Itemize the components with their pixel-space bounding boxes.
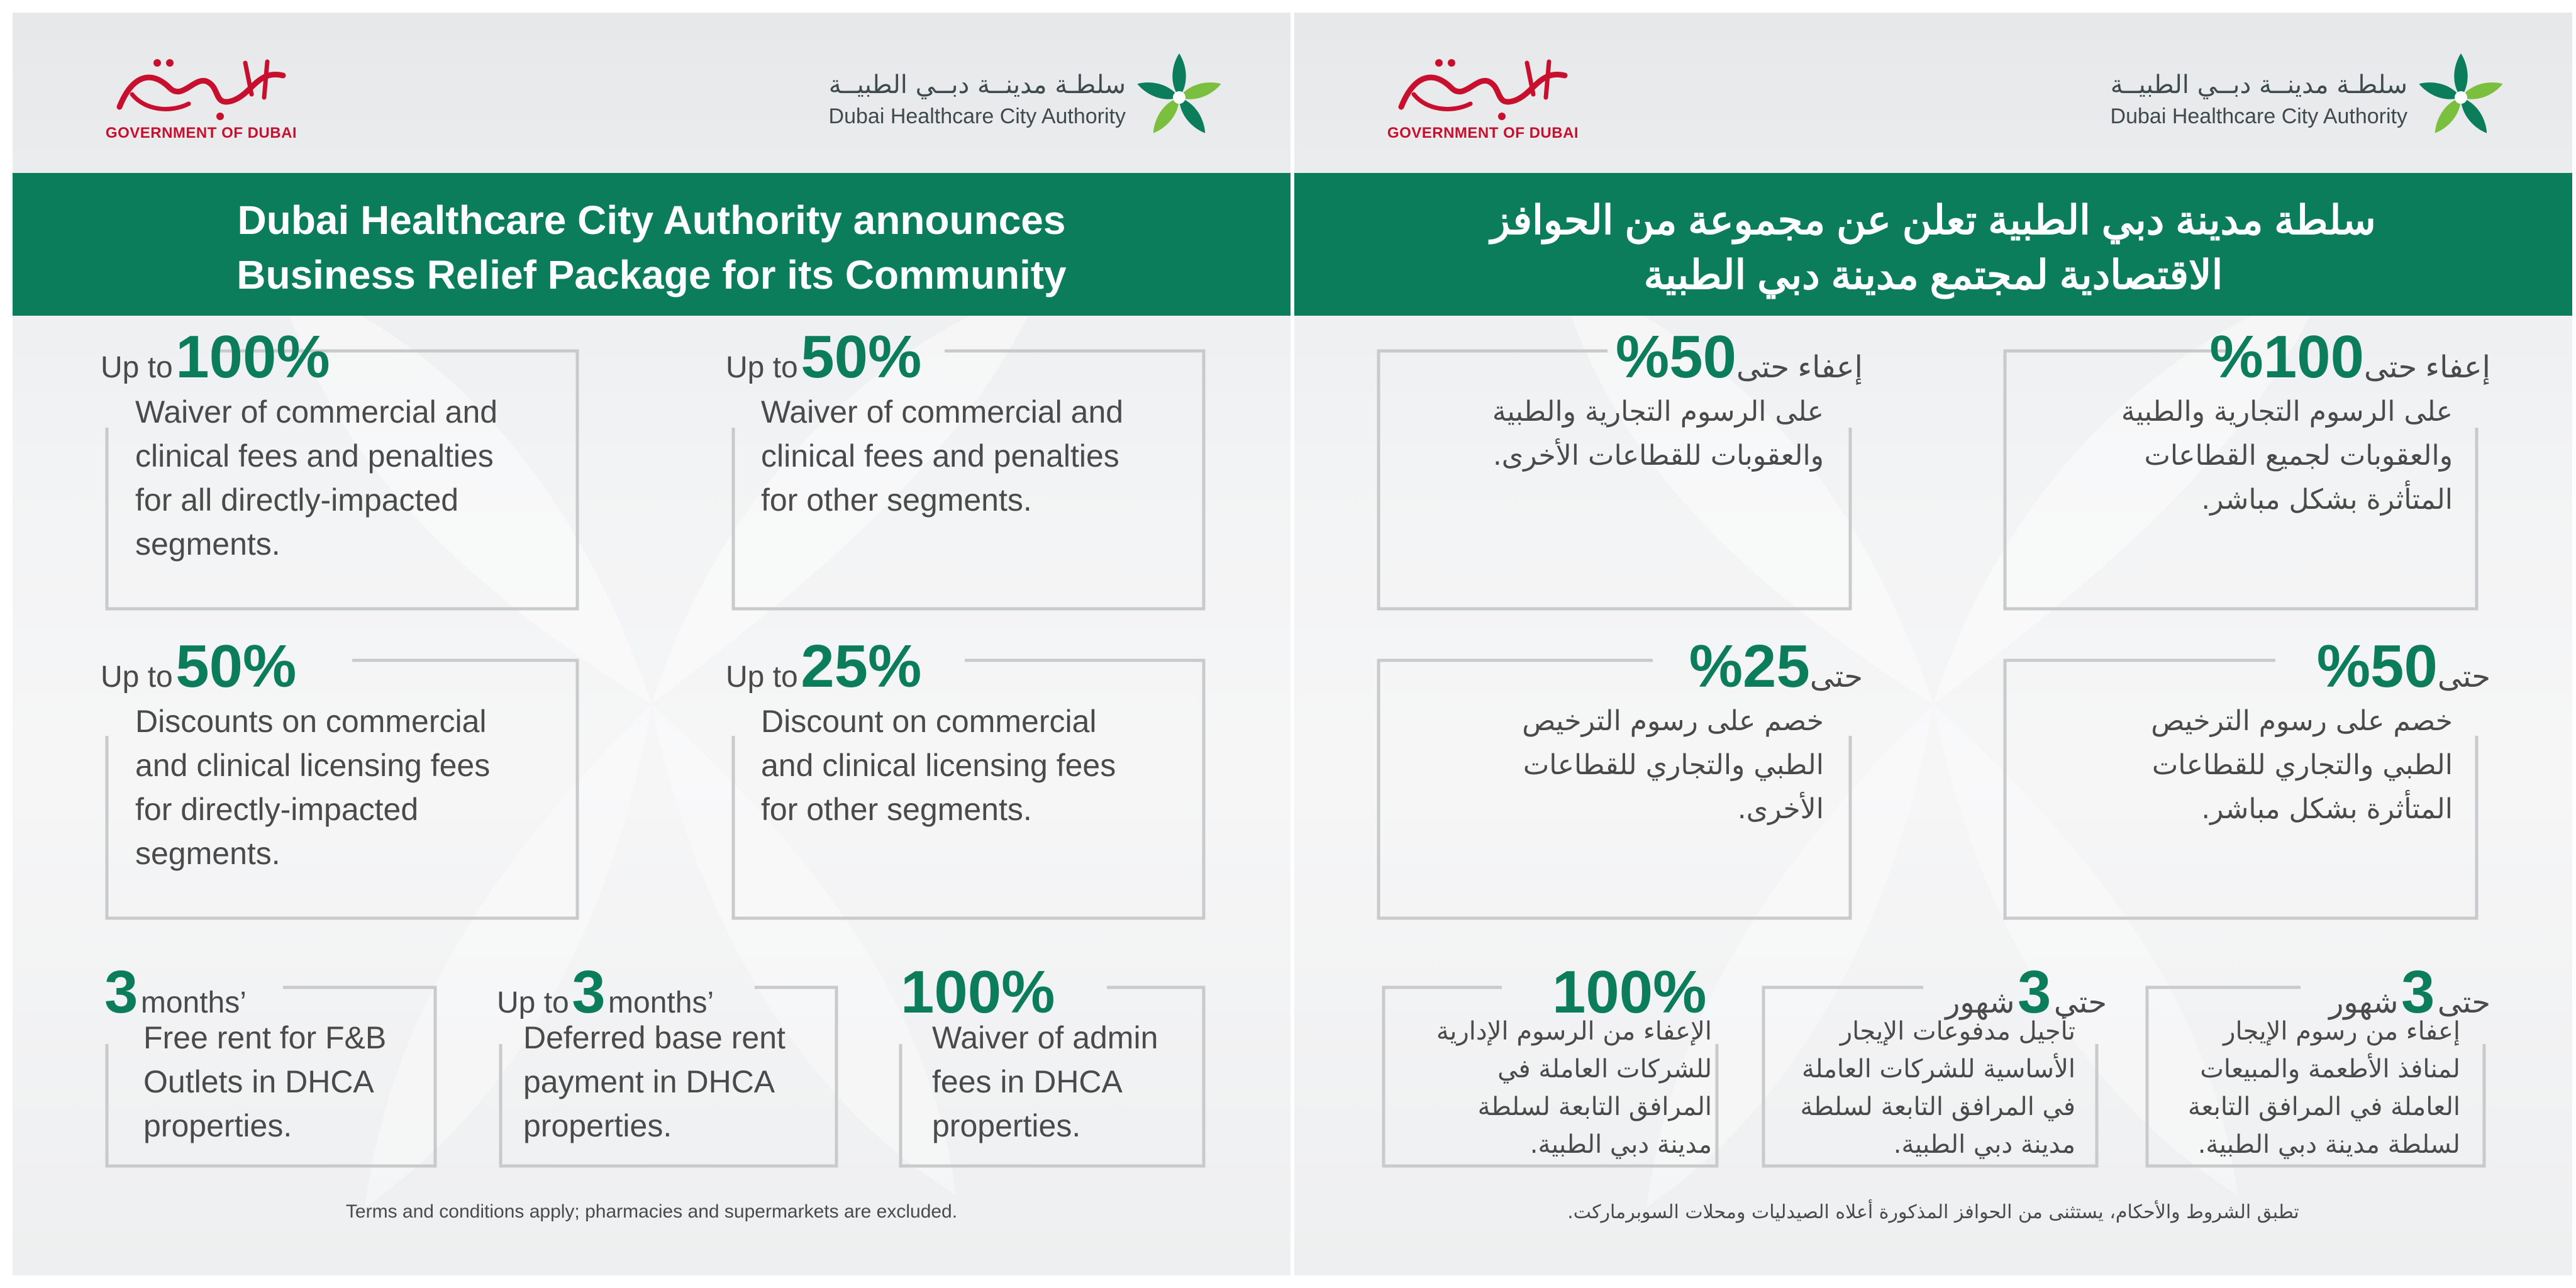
card-5-value: 3 — [104, 958, 138, 1026]
card-3-text: خصم على رسوم الترخيص الطبي والتجاري للقطاعات المتأثرة بشكل مباشر. — [2151, 705, 2453, 825]
card-2-prefix: إعفاء حتى — [1736, 351, 1863, 384]
card-6-suffix: months’ — [608, 986, 714, 1019]
footnote: تطبق الشروط والأحكام، يستثنى من الحوافز المذكورة أعلاه الصيدليات ومحلات السوبرماركت. — [1567, 1201, 2299, 1223]
card-6-value: 3 — [2017, 958, 2051, 1026]
card-4-text: خصم على رسوم الترخيص الطبي والتجاري للقطاعات الأخرى. — [1522, 705, 1824, 825]
card-6-text: تأجيل مدفوعات الإيجار الأساسية للشركات العاملة في المرافق التابعة لسلطة مدينة دبي الطبية. — [1800, 1017, 2075, 1159]
government-logo-text: GOVERNMENT OF DUBAI — [105, 125, 297, 142]
card-5-text: Free rent for F&B Outlets in DHCA properties. — [143, 1020, 387, 1143]
title-line-1: Dubai Healthcare City Authority announces — [237, 197, 1066, 243]
card-6-prefix: Up to — [497, 986, 569, 1019]
card-3-value: 50% — [2316, 633, 2438, 700]
card-2-prefix: Up to — [726, 351, 798, 384]
card-2-text: Waiver of commercial and clinical fees and penalties for other segments. — [761, 394, 1124, 518]
arabic-panel — [1294, 13, 2572, 1275]
card-3-value: 50% — [175, 633, 297, 700]
card-7-heading — [901, 958, 1055, 1026]
card-4-value: 25% — [1689, 633, 1810, 700]
card-1-prefix: Up to — [101, 351, 173, 384]
card-1-text: Waiver of commercial and clinical fees and penalties for all directly-impacted segments. — [135, 394, 498, 562]
dhca-logo-arabic-text: سلطـة مدينــة دبــي الطبيــة — [2110, 70, 2407, 99]
card-3-prefix: Up to — [101, 660, 173, 694]
dhca-logo-arabic-text: سلطـة مدينــة دبــي الطبيــة — [828, 70, 1126, 99]
card-4-prefix: حتى — [1809, 660, 1863, 694]
card-5-text: إعفاء من رسوم الإيجار لمنافذ الأطعمة والمبيعات العاملة في المرافق التابعة لسلطة مدينة دبي الطبية. — [2187, 1017, 2460, 1159]
card-4-text: Discount on commercial and clinical licensing fees for other segments. — [761, 704, 1116, 827]
card-6-value: 3 — [572, 958, 606, 1026]
card-6-text: Deferred base rent payment in DHCA properties. — [523, 1020, 786, 1143]
title-line-1: سلطة مدينة دبي الطبية تعلن عن مجموعة من الحوافز — [1491, 197, 2376, 243]
card-7-text: Waiver of admin fees in DHCA properties. — [932, 1020, 1158, 1143]
card-6-suffix: شهور — [1945, 986, 2015, 1019]
card-4-prefix: Up to — [726, 660, 798, 694]
card-7-value: 100% — [901, 958, 1055, 1026]
dhca-logo-english-text: Dubai Healthcare City Authority — [828, 104, 1126, 128]
government-logo-text: GOVERNMENT OF DUBAI — [1387, 125, 1579, 142]
card-3-prefix: حتى — [2437, 660, 2490, 694]
english-panel — [13, 13, 1291, 1275]
title-line-2: الاقتصادية لمجتمع مدينة دبي الطبية — [1643, 252, 2223, 297]
card-6-prefix: حتى — [2053, 986, 2107, 1019]
card-7-text: الإعفاء من الرسوم الإدارية للشركات العاملة في المرافق التابعة لسلطة مدينة دبي الطبية. — [1436, 1017, 1712, 1159]
card-3-text: Discounts on commercial and clinical licensing fees for directly-impacted segments. — [135, 704, 491, 871]
card-2-value: 50% — [1615, 323, 1737, 391]
card-5-prefix: حتى — [2437, 986, 2490, 1019]
card-1-prefix: إعفاء حتى — [2364, 351, 2490, 384]
card-4-value: 25% — [801, 633, 922, 700]
title-line-2: Business Relief Package for its Community — [236, 252, 1067, 297]
card-5-suffix: months’ — [140, 986, 247, 1019]
card-7-value: 100% — [1552, 958, 1707, 1026]
card-2-value: 50% — [801, 323, 922, 391]
card-2-text: على الرسوم التجارية والطبية والعقوبات للقطاعات الأخرى. — [1492, 396, 1824, 472]
card-5-value: 3 — [2401, 958, 2435, 1026]
card-1-value: 100% — [2209, 323, 2365, 391]
card-1-value: 100% — [175, 323, 330, 391]
footnote: Terms and conditions apply; pharmacies and supermarkets are excluded. — [345, 1201, 958, 1222]
card-1-text: على الرسوم التجارية والطبية والعقوبات لجميع القطاعات المتأثرة بشكل مباشر. — [2121, 396, 2453, 516]
card-5-suffix: شهور — [2329, 986, 2399, 1019]
dhca-logo-english-text: Dubai Healthcare City Authority — [2110, 104, 2407, 128]
